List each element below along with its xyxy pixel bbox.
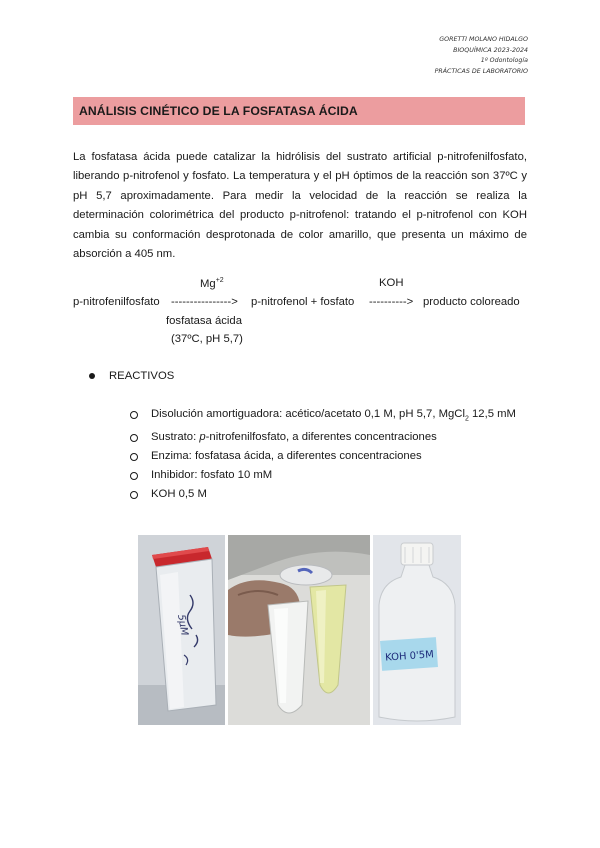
reagents-heading — [89, 370, 174, 382]
substrate-label: p-nitrofenilfosfato — [73, 296, 160, 308]
tube-label-text: 5μM — [175, 613, 190, 637]
final-product-label: producto coloreado — [423, 296, 520, 308]
base-label: KOH — [379, 277, 404, 289]
list-item: Disolución amortiguadora: acético/acetato 0,1 M, pH 5,7, MgCl$_2$ 12,5 mM — [130, 405, 530, 428]
bullet-icon — [89, 373, 95, 379]
degree-name: 1º Odontología — [480, 57, 528, 65]
products-label: p-nitrofenol + fosfato — [251, 296, 355, 308]
reaction-arrow-1: ----------------> — [171, 296, 238, 308]
list-item: Enzima: fosfatasa ácida, a diferentes concentraciones — [130, 447, 530, 466]
author-name: GORETTI MOLANO HIDALGO — [439, 36, 528, 43]
title-banner — [73, 97, 525, 125]
reagent-photos — [138, 535, 461, 725]
circle-bullet-icon — [130, 434, 138, 442]
list-item: Inhibidor: fosfato 10 mM — [130, 466, 530, 485]
reaction-arrow-2: ----------> — [369, 296, 414, 308]
circle-bullet-icon — [130, 411, 138, 419]
circle-bullet-icon — [130, 453, 138, 461]
bottle-label-text: KOH 0'5M — [384, 649, 435, 664]
enzyme-label: fosfatasa ácida — [166, 315, 242, 327]
course-year: BIOQUÍMICA 2023-2024 — [453, 46, 528, 54]
microtubes-illustration — [228, 535, 370, 725]
header-info — [435, 35, 528, 78]
conditions-label: (37ºC, pH 5,7) — [171, 333, 243, 345]
list-item: KOH 0,5 M — [130, 485, 530, 504]
intro-paragraph: La fosfatasa ácida puede catalizar la hidrólisis del sustrato artificial p-nitrofenilfosfato, liberando p-nitrofenol y fosfato. La temperatura y el pH óptimos de la reacción son 37ºC y pH 5,7 aproximadamente. Para medir la velocidad de la reacción se realiza la determinación colorimétrica del producto p-nitrofenol: tratando el p-nitrofenol con KOH cambia su conformación desprotonada de color amarillo, que presenta un máximo de absorción a 405 nm. — [73, 151, 527, 261]
circle-bullet-icon — [130, 491, 138, 499]
tube-illustration — [138, 535, 225, 725]
page-title: ANÁLISIS CINÉTICO DE LA FOSFATASA ÁCIDA — [79, 104, 358, 118]
photo-microtubes — [228, 535, 370, 725]
photo-tube-red-cap — [138, 535, 225, 725]
section-title: REACTIVOS — [109, 370, 175, 382]
circle-bullet-icon — [130, 472, 138, 480]
photo-koh-bottle — [373, 535, 461, 725]
bottle-illustration — [373, 535, 461, 725]
subject-name: PRÁCTICAS DE LABORATORIO — [434, 68, 528, 76]
reagents-list — [130, 405, 530, 504]
cofactor-label: $Mg^{+2}$ — [200, 277, 224, 290]
list-item: Sustrato: p-nitrofenilfosfato, a diferentes concentraciones — [130, 428, 530, 447]
